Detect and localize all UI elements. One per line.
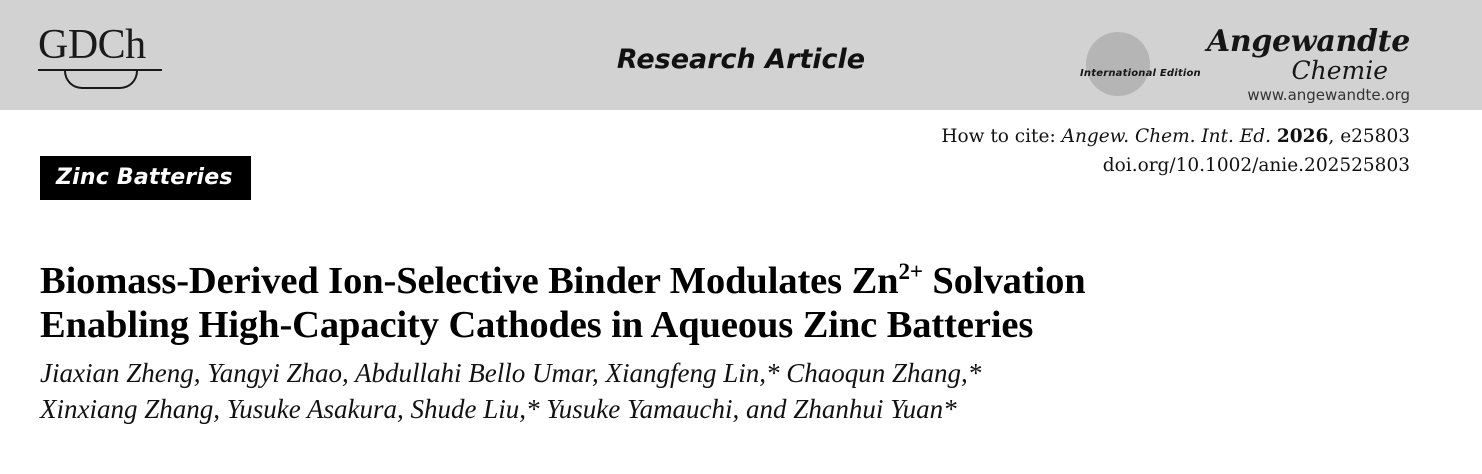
citation-journal: Angew. Chem. Int. Ed.: [1061, 126, 1272, 147]
angewandte-url[interactable]: www.angewandte.org: [1247, 86, 1410, 104]
angewandte-chemie-word: Chemie: [1291, 56, 1388, 85]
author-list: [40, 355, 1380, 427]
how-to-cite-label: How to cite:: [941, 126, 1056, 147]
header-divider: [0, 110, 1482, 113]
section-badge: Zinc Batteries: [40, 156, 251, 200]
journal-header-bar: [0, 0, 1482, 110]
angewandte-edition-label: International Edition: [1080, 68, 1201, 79]
how-to-cite-line: [941, 122, 1410, 151]
title-superscript: 2+: [898, 258, 923, 284]
title-part-3: Enabling High-Capacity Cathodes in Aqueous Zinc Batteries: [40, 303, 1034, 346]
citation-block: [941, 122, 1410, 180]
citation-year: 2026: [1276, 126, 1329, 147]
article-type-label: Research Article: [616, 44, 866, 75]
citation-article-number: e25803: [1340, 126, 1410, 147]
page-title: [40, 259, 1340, 347]
author-line-1: Jiaxian Zheng, Yangyi Zhao, Abdullahi Bello Umar, Xiangfeng Lin,* Chaoqun Zhang,*: [40, 358, 982, 388]
title-part-1: Biomass-Derived Ion-Selective Binder Modulates Zn: [40, 259, 899, 302]
gdch-logo-text: GDCh: [38, 22, 146, 68]
title-part-2: Solvation: [922, 259, 1086, 302]
doi-link[interactable]: doi.org/10.1002/anie.202525803: [1102, 155, 1410, 176]
author-line-2: Xinxiang Zhang, Yusuke Asakura, Shude Liu,* Yusuke Yamauchi, and Zhanhui Yuan*: [40, 394, 957, 424]
citation-comma: ,: [1328, 126, 1335, 147]
angewandte-chemie-logo: [1080, 10, 1410, 106]
angewandte-wordmark: Angewandte: [1206, 24, 1410, 59]
